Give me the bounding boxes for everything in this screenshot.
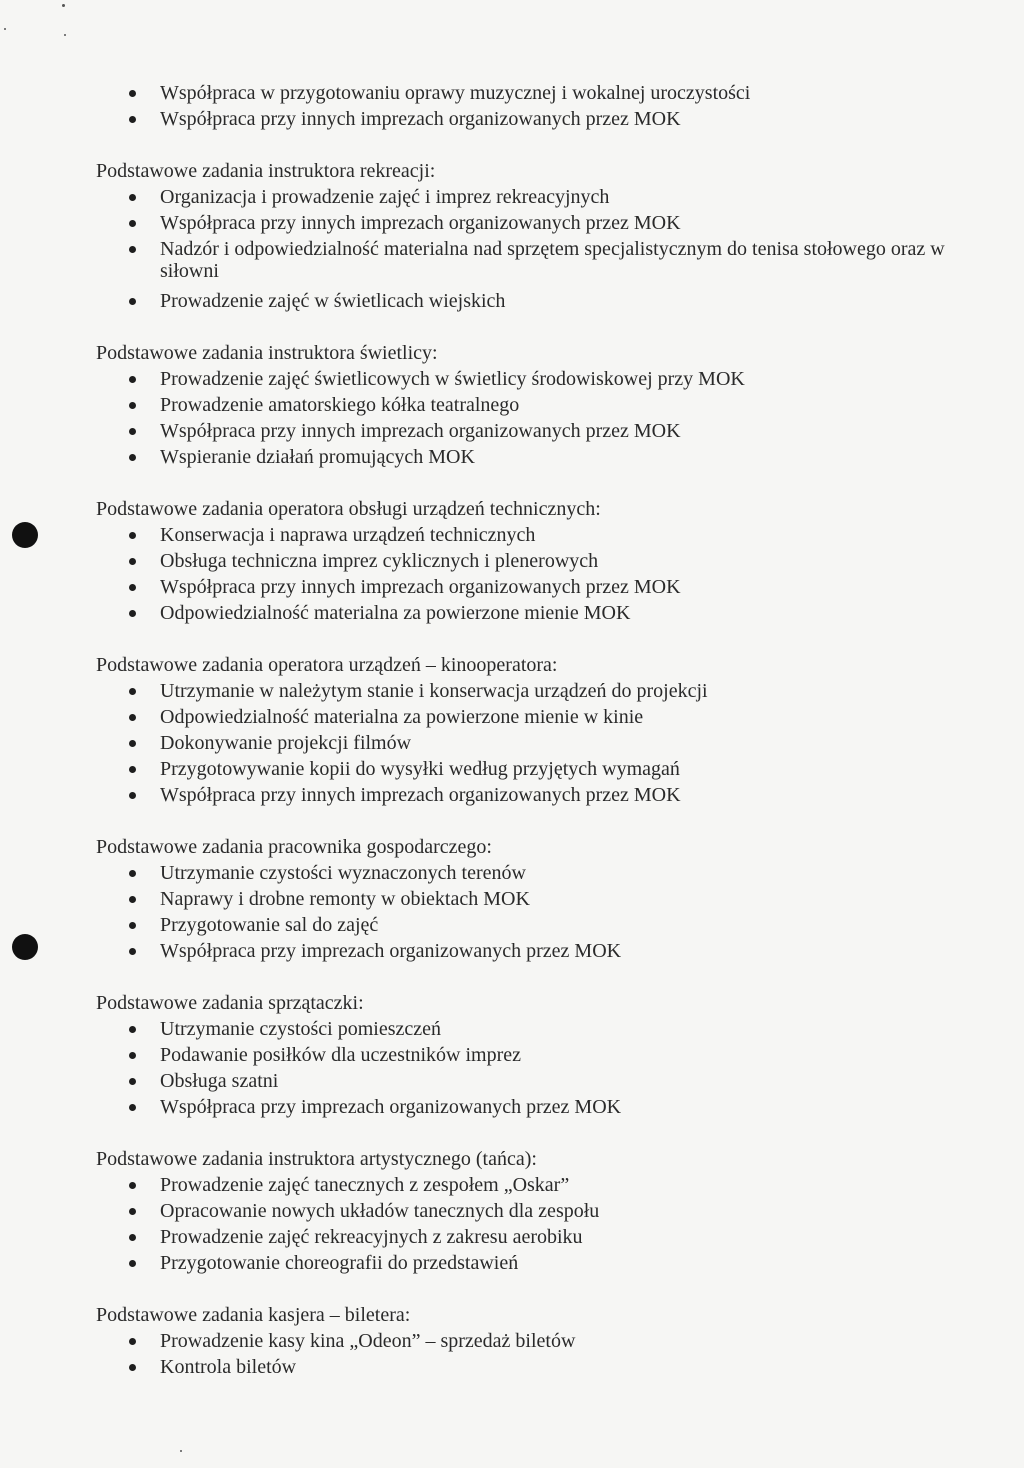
scan-speck [62,4,65,7]
bullet-icon [129,1338,136,1345]
bullet-icon [129,1078,136,1085]
bullet-icon [129,1234,136,1241]
bullet-list [96,678,976,808]
document-content [96,80,976,1406]
list-item-text: Dokonywanie projekcji filmów [160,732,412,754]
section-instruktor-swietlicy [96,340,976,470]
list-item [96,106,976,132]
bullet-icon [129,610,136,617]
list-item-text: Prowadzenie zajęć rekreacyjnych z zakresu aerobiku [160,1226,583,1248]
list-item [96,418,976,444]
bullet-list [96,80,976,132]
section-pracownik-gospodarczy [96,834,976,964]
list-item [96,1198,976,1224]
bullet-icon [129,246,136,253]
bullet-icon [129,1104,136,1111]
bullet-icon [129,1208,136,1215]
list-item-text: Nadzór i odpowiedzialność materialna nad sprzętem specjalistycznym do tenisa stołowego oraz w siłowni [160,238,945,282]
list-item [96,782,976,808]
list-item [96,730,976,756]
bullet-icon [129,1364,136,1371]
list-item-text: Prowadzenie zajęć świetlicowych w świetlicy środowiskowej przy MOK [160,368,745,390]
list-item [96,288,976,314]
bullet-icon [129,1026,136,1033]
list-item-text: Obsługa techniczna imprez cyklicznych i plenerowych [160,550,599,572]
list-item [96,1250,976,1276]
list-item [96,210,976,236]
bullet-list [96,1328,976,1380]
list-item [96,1354,976,1380]
list-item-text: Odpowiedzialność materialna za powierzone mienie MOK [160,602,631,624]
list-item-text: Obsługa szatni [160,1070,279,1092]
list-item [96,678,976,704]
bullet-list [96,860,976,964]
bullet-icon [129,922,136,929]
bullet-icon [129,90,136,97]
list-item [96,704,976,730]
bullet-list [96,1016,976,1120]
section-operator-urzadzen-technicznych [96,496,976,626]
list-item-text: Współpraca w przygotowaniu oprawy muzycznej i wokalnej uroczystości [160,82,751,104]
list-item-text: Prowadzenie kasy kina „Odeon” – sprzedaż biletów [160,1330,576,1352]
list-item-text: Prowadzenie zajęć w świetlicach wiejskich [160,290,506,312]
list-item-text: Współpraca przy imprezach organizowanych przez MOK [160,940,622,962]
list-item [96,574,976,600]
list-item [96,1172,976,1198]
list-item-text: Przygotowanie sal do zajęć [160,914,379,936]
list-item [96,1224,976,1250]
list-item [96,938,976,964]
list-item-text: Współpraca przy innych imprezach organizowanych przez MOK [160,420,681,442]
section-heading: Podstawowe zadania kasjera – biletera: [96,1304,411,1326]
bullet-icon [129,1052,136,1059]
section-heading: Podstawowe zadania pracownika gospodarczego: [96,836,492,858]
bullet-list [96,366,976,470]
list-item [96,1094,976,1120]
punch-hole [12,934,38,960]
section-sprzataczka [96,990,976,1120]
list-item [96,1042,976,1068]
list-item-text: Współpraca przy imprezach organizowanych przez MOK [160,1096,622,1118]
section-continuation [96,80,976,132]
bullet-icon [129,428,136,435]
bullet-icon [129,948,136,955]
bullet-icon [129,454,136,461]
punch-hole [12,522,38,548]
section-heading: Podstawowe zadania instruktora świetlicy: [96,342,438,364]
list-item-text: Opracowanie nowych układów tanecznych dla zespołu [160,1200,600,1222]
section-heading: Podstawowe zadania sprzątaczki: [96,992,364,1014]
bullet-icon [129,896,136,903]
section-heading: Podstawowe zadania instruktora rekreacji: [96,160,436,182]
list-item-text: Prowadzenie amatorskiego kółka teatralnego [160,394,520,416]
section-kasjer-bileter [96,1302,976,1380]
scan-speck [64,34,66,36]
bullet-icon [129,116,136,123]
bullet-icon [129,376,136,383]
bullet-icon [129,402,136,409]
list-item-text: Utrzymanie czystości wyznaczonych terenów [160,862,526,884]
section-heading: Podstawowe zadania instruktora artystycznego (tańca): [96,1148,537,1170]
bullet-icon [129,558,136,565]
list-item [96,860,976,886]
bullet-icon [129,194,136,201]
bullet-icon [129,1260,136,1267]
list-item-text: Naprawy i drobne remonty w obiektach MOK [160,888,530,910]
list-item-text: Wspieranie działań promujących MOK [160,446,475,468]
list-item [96,444,976,470]
bullet-icon [129,792,136,799]
bullet-icon [129,532,136,539]
list-item-text: Przygotowanie choreografii do przedstawień [160,1252,519,1274]
list-item-text: Podawanie posiłków dla uczestników imprez [160,1044,522,1066]
list-item [96,184,976,210]
bullet-icon [129,298,136,305]
section-instruktor-tanca [96,1146,976,1276]
bullet-list [96,522,976,626]
list-item-text: Kontrola biletów [160,1356,297,1378]
list-item [96,886,976,912]
list-item-text: Współpraca przy innych imprezach organizowanych przez MOK [160,784,681,806]
bullet-icon [129,584,136,591]
list-item [96,366,976,392]
section-heading: Podstawowe zadania operatora urządzeń – kinooperatora: [96,654,558,676]
section-instruktor-rekreacji [96,158,976,314]
list-item [96,80,976,106]
list-item [96,548,976,574]
list-item-text: Współpraca przy innych imprezach organizowanych przez MOK [160,108,681,130]
list-item-text: Przygotowywanie kopii do wysyłki według przyjętych wymagań [160,758,680,780]
bullet-icon [129,740,136,747]
scan-speck [180,1450,182,1452]
list-item [96,1068,976,1094]
list-item-text: Współpraca przy innych imprezach organizowanych przez MOK [160,576,681,598]
list-item-text: Utrzymanie czystości pomieszczeń [160,1018,441,1040]
list-item [96,1328,976,1354]
list-item-text: Współpraca przy innych imprezach organizowanych przez MOK [160,212,681,234]
list-item [96,236,976,288]
section-kinooperator [96,652,976,808]
list-item-text: Odpowiedzialność materialna za powierzone mienie w kinie [160,706,644,728]
list-item-text: Prowadzenie zajęć tanecznych z zespołem „Oskar” [160,1174,570,1196]
bullet-icon [129,220,136,227]
bullet-icon [129,766,136,773]
bullet-icon [129,688,136,695]
list-item-text: Utrzymanie w należytym stanie i konserwacja urządzeń do projekcji [160,680,708,702]
list-item [96,522,976,548]
list-item [96,600,976,626]
bullet-icon [129,1182,136,1189]
list-item [96,756,976,782]
bullet-list [96,184,976,314]
list-item-text: Organizacja i prowadzenie zajęć i imprez rekreacyjnych [160,186,610,208]
list-item [96,392,976,418]
list-item [96,1016,976,1042]
scan-speck [4,28,6,30]
list-item [96,912,976,938]
bullet-list [96,1172,976,1276]
section-heading: Podstawowe zadania operatora obsługi urządzeń technicznych: [96,498,601,520]
list-item-text: Konserwacja i naprawa urządzeń technicznych [160,524,536,546]
bullet-icon [129,870,136,877]
bullet-icon [129,714,136,721]
